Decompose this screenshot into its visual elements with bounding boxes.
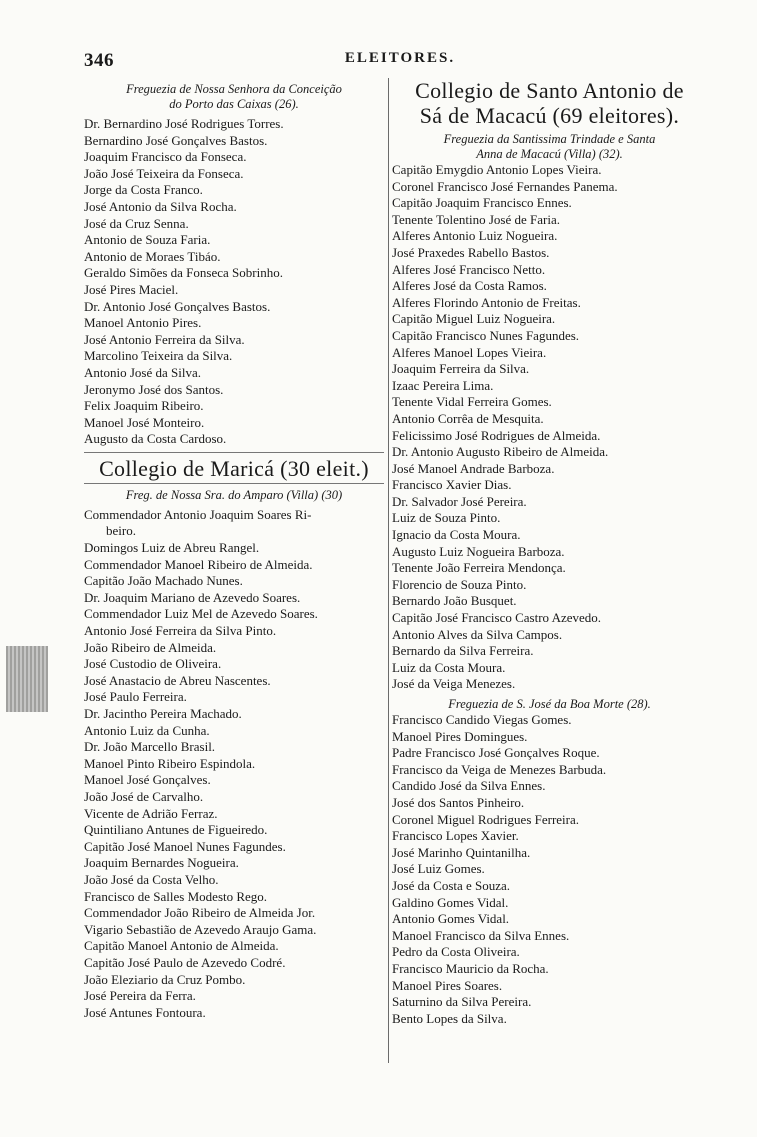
elector-entry: Jeronymo José dos Santos. bbox=[84, 381, 224, 397]
college-heading: Collegio de Santo Antonio de bbox=[415, 78, 684, 103]
college-heading: Sá de Macacú (69 eleitores). bbox=[419, 103, 680, 128]
elector-entry: Commendador Manoel Ribeiro de Almeida. bbox=[84, 556, 313, 572]
elector-entry: Felix Joaquim Ribeiro. bbox=[84, 398, 204, 414]
elector-entry: Capitão Manoel Antonio de Almeida. bbox=[84, 938, 279, 954]
elector-entry: Francisco Lopes Xavier. bbox=[392, 828, 519, 844]
elector-entry: Augusto Luiz Nogueira Barboza. bbox=[392, 543, 565, 559]
elector-entry: Padre Francisco José Gonçalves Roque. bbox=[392, 745, 600, 761]
elector-entry: José Custodio de Oliveira. bbox=[84, 656, 222, 672]
elector-entry: Augusto da Costa Cardoso. bbox=[84, 431, 227, 447]
elector-entry: Antonio José Ferreira da Silva Pinto. bbox=[84, 623, 277, 639]
parish-heading: do Porto das Caixas (26). bbox=[169, 97, 299, 111]
elector-entry: Saturnino da Silva Pereira. bbox=[392, 994, 532, 1010]
parish-heading: Anna de Macacú (Villa) (32). bbox=[476, 147, 623, 161]
elector-entry: Dr. Joaquim Mariano de Azevedo Soares. bbox=[84, 589, 301, 605]
elector-list bbox=[392, 712, 707, 1027]
elector-entry: João José da Costa Velho. bbox=[84, 871, 219, 887]
elector-entry: Francisco Xavier Dias. bbox=[392, 477, 512, 493]
elector-entry: Manoel Francisco da Silva Ennes. bbox=[392, 927, 570, 943]
elector-entry: José da Veiga Menezes. bbox=[392, 676, 516, 692]
elector-entry: José Pereira da Ferra. bbox=[84, 988, 196, 1004]
elector-entry: Quintiliano Antunes de Figueiredo. bbox=[84, 822, 268, 838]
elector-entry: José Antonio da Silva Rocha. bbox=[84, 198, 237, 214]
elector-entry: Pedro da Costa Oliveira. bbox=[392, 944, 520, 960]
elector-entry: Manoel Pinto Ribeiro Espindola. bbox=[84, 755, 256, 771]
elector-entry: Capitão Francisco Nunes Fagundes. bbox=[392, 327, 580, 343]
elector-entry: Antonio Gomes Vidal. bbox=[392, 911, 510, 927]
elector-entry: Manoel Antonio Pires. bbox=[84, 315, 202, 331]
elector-entry: Ignacio da Costa Moura. bbox=[392, 527, 521, 543]
elector-entry: Bernardo João Busquet. bbox=[392, 593, 517, 609]
elector-entry: Vigario Sebastião de Azevedo Araujo Gama. bbox=[84, 921, 317, 937]
elector-entry: Galdino Gomes Vidal. bbox=[392, 894, 509, 910]
elector-entry: Capitão João Machado Nunes. bbox=[84, 573, 243, 589]
elector-entry: Capitão José Manoel Nunes Fagundes. bbox=[84, 838, 286, 854]
elector-entry: José Paulo Ferreira. bbox=[84, 689, 187, 705]
right-column bbox=[392, 78, 707, 1027]
elector-entry: Dr. Salvador José Pereira. bbox=[392, 493, 527, 509]
elector-entry: Manoel José Monteiro. bbox=[84, 414, 205, 430]
elector-entry: Bento Lopes da Silva. bbox=[392, 1010, 507, 1026]
elector-entry: Candido José da Silva Ennes. bbox=[392, 778, 546, 794]
elector-entry: João José de Carvalho. bbox=[84, 788, 204, 804]
parish-heading: Freg. de Nossa Sra. do Amparo (Villa) (30) bbox=[125, 487, 343, 502]
college-heading-box bbox=[84, 452, 384, 484]
elector-entry: Alferes Florindo Antonio de Freitas. bbox=[392, 294, 581, 310]
elector-entry: Manoel José Gonçalves. bbox=[84, 772, 211, 788]
elector-entry: Bernardino José Gonçalves Bastos. bbox=[84, 132, 268, 148]
elector-entry: Manoel Pires Domingues. bbox=[392, 728, 528, 744]
elector-entry: Coronel Francisco José Fernandes Panema. bbox=[392, 178, 618, 194]
elector-entry: Vicente de Adrião Ferraz. bbox=[84, 805, 218, 821]
elector-entry: Manoel Pires Soares. bbox=[392, 977, 503, 993]
elector-entry: Marcolino Teixeira da Silva. bbox=[84, 348, 233, 364]
elector-entry: Antonio Alves da Silva Campos. bbox=[392, 626, 563, 642]
elector-entry: João Ribeiro de Almeida. bbox=[84, 639, 217, 655]
elector-entry: Joaquim Francisco da Fonseca. bbox=[84, 149, 247, 165]
elector-entry: Joaquim Ferreira da Silva. bbox=[392, 361, 530, 377]
elector-entry: Commendador Antonio Joaquim Soares Ri- bbox=[84, 506, 312, 522]
elector-entry-continuation: beiro. bbox=[106, 523, 136, 539]
elector-entry: José Marinho Quintanilha. bbox=[392, 844, 531, 860]
elector-entry: Joaquim Bernardes Nogueira. bbox=[84, 855, 239, 871]
elector-entry: Capitão José Francisco Castro Azevedo. bbox=[392, 610, 602, 626]
elector-entry: Izaac Pereira Lima. bbox=[392, 377, 494, 393]
elector-entry: José Anastacio de Abreu Nascentes. bbox=[84, 672, 271, 688]
elector-entry: Capitão Emygdio Antonio Lopes Vieira. bbox=[392, 162, 602, 177]
elector-entry: Luiz da Costa Moura. bbox=[392, 659, 506, 675]
elector-entry: Capitão Joaquim Francisco Ennes. bbox=[392, 195, 572, 211]
left-column bbox=[84, 82, 384, 1021]
elector-entry: Commendador Luiz Mel de Azevedo Soares. bbox=[84, 606, 318, 622]
elector-entry: Capitão José Paulo de Azevedo Codré. bbox=[84, 954, 286, 970]
parish-heading: Freguezia de Nossa Senhora da Conceição bbox=[126, 82, 342, 96]
elector-entry: Antonio José da Silva. bbox=[84, 364, 201, 380]
elector-entry: Felicissimo José Rodrigues de Almeida. bbox=[392, 427, 601, 443]
elector-entry: Francisco da Veiga de Menezes Barbuda. bbox=[392, 761, 607, 777]
running-head: ELEITORES. bbox=[344, 50, 456, 66]
elector-entry: Jorge da Costa Franco. bbox=[84, 182, 203, 198]
elector-list bbox=[392, 162, 707, 693]
elector-entry: Geraldo Simões da Fonseca Sobrinho. bbox=[84, 265, 283, 281]
elector-entry: Dr. João Marcello Brasil. bbox=[84, 739, 216, 755]
elector-entry: Francisco de Salles Modesto Rego. bbox=[84, 888, 268, 904]
elector-entry: José da Cruz Senna. bbox=[84, 215, 189, 231]
elector-entry: Antonio de Souza Faria. bbox=[84, 232, 211, 248]
elector-entry: José da Costa e Souza. bbox=[392, 877, 511, 893]
elector-entry: Alferes José da Costa Ramos. bbox=[392, 278, 547, 294]
elector-entry: Antonio Luiz da Cunha. bbox=[84, 722, 210, 738]
elector-entry: Commendador João Ribeiro de Almeida Jor. bbox=[84, 905, 316, 921]
elector-list bbox=[84, 540, 384, 1021]
elector-entry: Dr. Antonio José Gonçalves Bastos. bbox=[84, 298, 271, 314]
elector-entry: José Praxedes Rabello Bastos. bbox=[392, 244, 550, 260]
college-heading: Collegio de Maricá (30 eleit.) bbox=[99, 455, 369, 481]
elector-entry: Francisco Mauricio da Rocha. bbox=[392, 960, 549, 976]
elector-entry: Luiz de Souza Pinto. bbox=[392, 510, 501, 526]
elector-entry: Domingos Luiz de Abreu Rangel. bbox=[84, 540, 260, 556]
elector-entry: Alferes Manoel Lopes Vieira. bbox=[392, 344, 547, 360]
elector-entry: João José Teixeira da Fonseca. bbox=[84, 165, 244, 181]
parish-heading: Freguezia de S. José da Boa Morte (28). bbox=[448, 697, 651, 711]
elector-entry: Dr. Bernardino José Rodrigues Torres. bbox=[84, 116, 284, 131]
elector-entry: Antonio Corrêa de Mesquita. bbox=[392, 410, 544, 426]
elector-entry: Coronel Miguel Rodrigues Ferreira. bbox=[392, 811, 580, 827]
elector-entry: José Manoel Andrade Barboza. bbox=[392, 460, 555, 476]
elector-entry: José Luiz Gomes. bbox=[392, 861, 485, 877]
elector-entry: José Pires Maciel. bbox=[84, 281, 179, 297]
elector-entry: Alferes Antonio Luiz Nogueira. bbox=[392, 228, 558, 244]
elector-entry: José Antonio Ferreira da Silva. bbox=[84, 331, 245, 347]
elector-list bbox=[84, 116, 384, 448]
elector-entry: Antonio de Moraes Tibáo. bbox=[84, 248, 221, 264]
page-number: 346 bbox=[84, 50, 114, 71]
elector-entry: Dr. Jacintho Pereira Machado. bbox=[84, 706, 242, 721]
library-stamp bbox=[6, 646, 48, 712]
elector-entry: Bernardo da Silva Ferreira. bbox=[392, 643, 534, 659]
column-rule bbox=[388, 78, 389, 1063]
elector-entry: Dr. Antonio Augusto Ribeiro de Almeida. bbox=[392, 444, 609, 460]
elector-entry: Tenente Tolentino José de Faria. bbox=[392, 211, 560, 227]
elector-entry: Francisco Candido Viegas Gomes. bbox=[392, 712, 572, 727]
elector-entry: José dos Santos Pinheiro. bbox=[392, 794, 525, 810]
elector-entry: Tenente João Ferreira Mendonça. bbox=[392, 560, 566, 576]
parish-heading: Freguezia da Santissima Trindade e Santa bbox=[443, 132, 656, 146]
elector-entry: Capitão Miguel Luiz Nogueira. bbox=[392, 311, 556, 327]
elector-entry: Tenente Vidal Ferreira Gomes. bbox=[392, 394, 552, 410]
elector-entry: Alferes José Francisco Netto. bbox=[392, 261, 546, 277]
elector-entry: João Eleziario da Cruz Pombo. bbox=[84, 971, 246, 987]
elector-entry: Florencio de Souza Pinto. bbox=[392, 576, 527, 592]
elector-entry: José Antunes Fontoura. bbox=[84, 1004, 206, 1020]
